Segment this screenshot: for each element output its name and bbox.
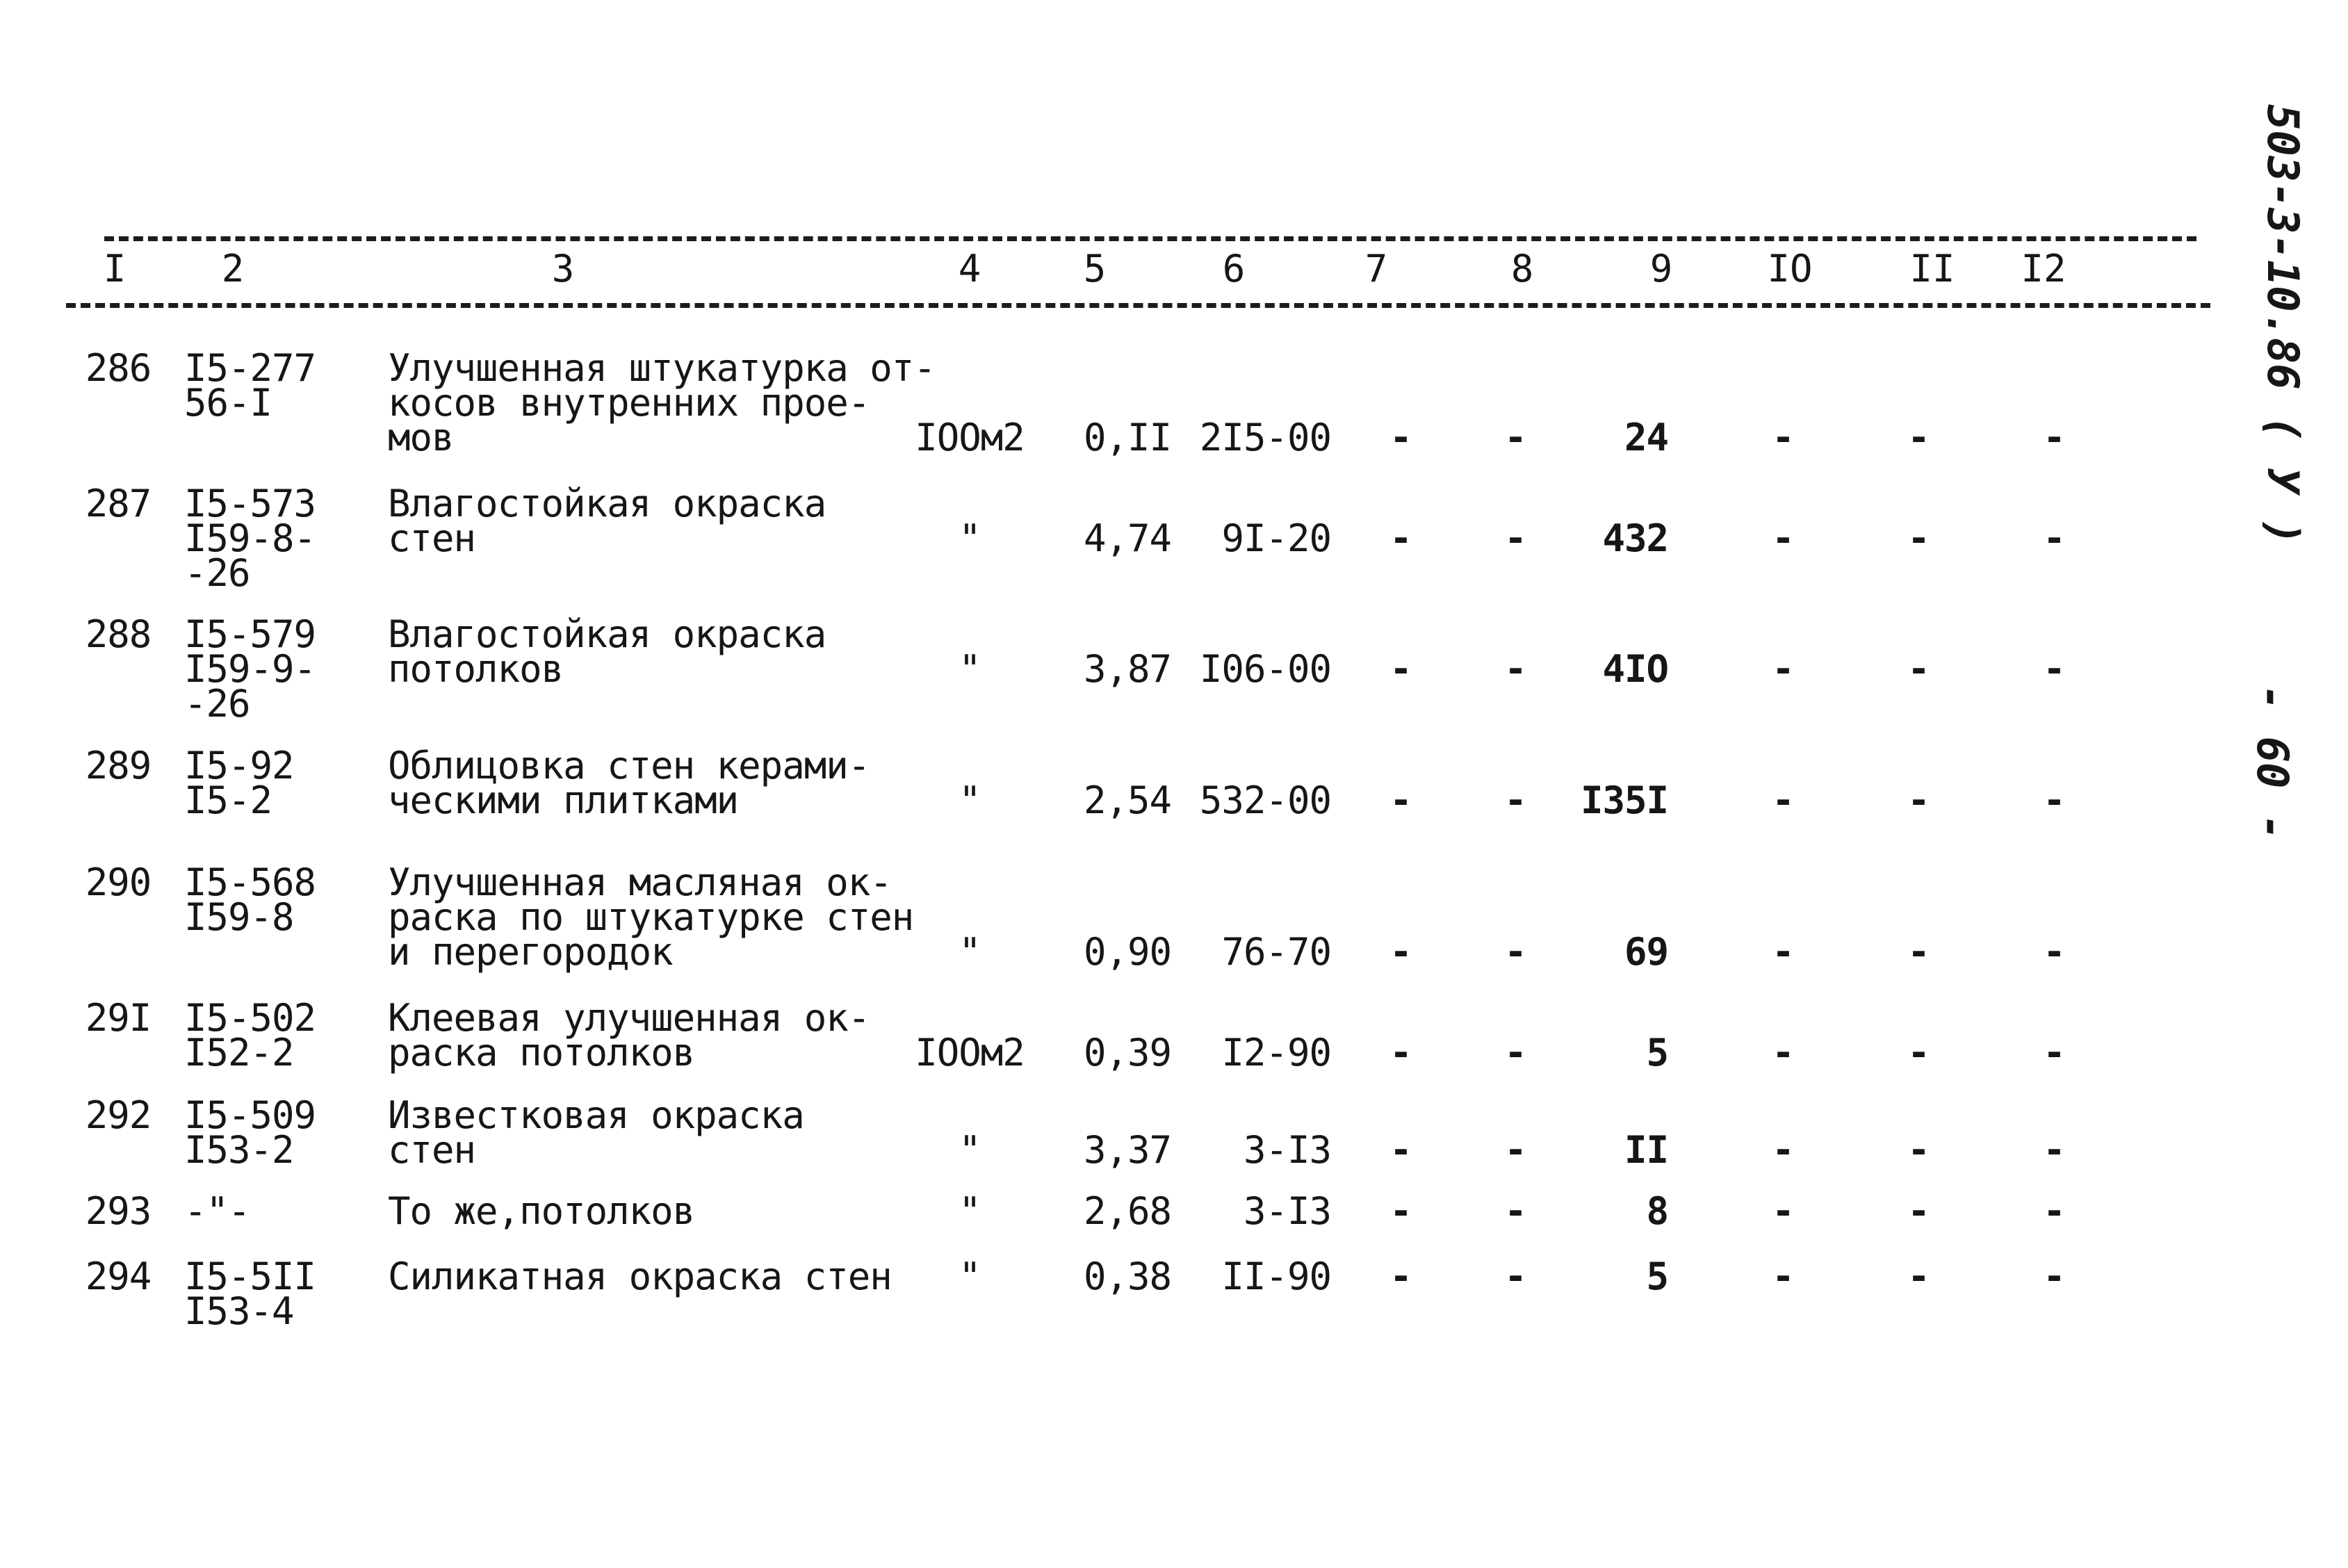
- cell-c8: -: [1504, 930, 1526, 974]
- cell-unit: ": [959, 930, 981, 974]
- work-description: раска по штукатурке стен: [388, 895, 914, 939]
- work-description: Облицовка стен керами-: [388, 744, 870, 787]
- cell-c12: -: [2043, 1255, 2065, 1298]
- work-description: Улучшенная масляная ок-: [388, 860, 892, 904]
- work-description: ческими плитками: [388, 778, 739, 822]
- norm-code: I53-4: [184, 1289, 294, 1333]
- cell-c12: -: [2043, 516, 2065, 560]
- col-header-12: I2: [2021, 247, 2066, 291]
- cell-unit: ": [959, 647, 981, 691]
- cell-unit: ": [959, 1189, 981, 1233]
- cell-price: 2I5-00: [1199, 416, 1331, 459]
- col-header-3: 3: [551, 247, 575, 291]
- cell-c7: -: [1389, 647, 1412, 691]
- cell-price: 76-70: [1221, 930, 1331, 974]
- col-header-2: 2: [221, 247, 245, 291]
- cell-unit: ": [959, 778, 981, 822]
- row-number: 293: [85, 1189, 152, 1233]
- work-description: Силикатная окраска стен: [388, 1255, 892, 1298]
- work-description: стен: [388, 1128, 476, 1172]
- cell-qty: 3,87: [1083, 647, 1171, 691]
- cell-qty: 2,54: [1083, 778, 1171, 822]
- cell-qty: 4,74: [1083, 516, 1171, 560]
- cell-c12: -: [2043, 930, 2065, 974]
- cell-c12: -: [2043, 647, 2065, 691]
- cell-c9: 69: [1624, 930, 1668, 974]
- cell-c11: -: [1907, 516, 1930, 560]
- norm-code: I5-277: [184, 346, 316, 390]
- cell-c10: -: [1772, 416, 1794, 459]
- work-description: стен: [388, 516, 476, 560]
- row-number: 29I: [85, 996, 152, 1040]
- cell-unit: ": [959, 1255, 981, 1298]
- row-number: 289: [85, 744, 152, 787]
- cell-qty: 0,90: [1083, 930, 1171, 974]
- row-number: 287: [85, 482, 152, 525]
- norm-code: I5-92: [184, 744, 294, 787]
- cell-qty: 0,38: [1083, 1255, 1171, 1298]
- cell-qty: 0,II: [1083, 416, 1171, 459]
- norm-code: I5-509: [184, 1093, 316, 1137]
- cell-c8: -: [1504, 1031, 1526, 1075]
- cell-price: II-90: [1221, 1255, 1331, 1298]
- cell-c11: -: [1907, 930, 1930, 974]
- cell-c12: -: [2043, 1128, 2065, 1172]
- col-header-9: 9: [1649, 247, 1673, 291]
- norm-code: -26: [184, 682, 250, 726]
- cell-c7: -: [1389, 516, 1412, 560]
- col-header-4: 4: [958, 247, 981, 291]
- cell-unit: IOOм2: [915, 1031, 1025, 1075]
- cell-c7: -: [1389, 930, 1412, 974]
- cell-unit: ": [959, 1128, 981, 1172]
- cell-unit: IOOм2: [915, 416, 1025, 459]
- norm-code: -"-: [184, 1189, 250, 1233]
- cell-c10: -: [1772, 1255, 1794, 1298]
- row-number: 292: [85, 1093, 152, 1137]
- cell-c9: 5: [1646, 1255, 1668, 1298]
- cell-c7: -: [1389, 416, 1412, 459]
- col-header-6: 6: [1222, 247, 1246, 291]
- col-header-8: 8: [1510, 247, 1534, 291]
- cell-c10: -: [1772, 516, 1794, 560]
- norm-code: I52-2: [184, 1031, 294, 1075]
- cell-c10: -: [1772, 1128, 1794, 1172]
- cell-c10: -: [1772, 1031, 1794, 1075]
- cell-c8: -: [1504, 1189, 1526, 1233]
- norm-code: I59-9-: [184, 647, 316, 691]
- cell-c11: -: [1907, 1189, 1930, 1233]
- work-description: и перегородок: [388, 930, 673, 974]
- cell-c11: -: [1907, 647, 1930, 691]
- cell-c7: -: [1389, 1255, 1412, 1298]
- cell-qty: 0,39: [1083, 1031, 1171, 1075]
- cell-c12: -: [2043, 416, 2065, 459]
- cell-c8: -: [1504, 778, 1526, 822]
- cell-price: I06-00: [1199, 647, 1331, 691]
- norm-code: I5-502: [184, 996, 316, 1040]
- work-description: Клеевая улучшенная ок-: [388, 996, 870, 1040]
- header-rule-top: [104, 236, 2196, 241]
- work-description: раска потолков: [388, 1031, 695, 1075]
- norm-code: I59-8: [184, 895, 294, 939]
- cell-c9: II: [1624, 1128, 1668, 1172]
- norm-code: -26: [184, 551, 250, 595]
- work-description: Влагостойкая окраска: [388, 482, 826, 525]
- cell-price: 9I-20: [1221, 516, 1331, 560]
- row-number: 294: [85, 1255, 152, 1298]
- work-description: Известковая окраска: [388, 1093, 804, 1137]
- page-number: - 60 -: [2247, 685, 2298, 840]
- cell-c12: -: [2043, 778, 2065, 822]
- cell-c10: -: [1772, 778, 1794, 822]
- cell-c9: I35I: [1580, 778, 1668, 822]
- cell-c7: -: [1389, 1128, 1412, 1172]
- cell-c12: -: [2043, 1031, 2065, 1075]
- cell-c8: -: [1504, 516, 1526, 560]
- work-description: потолков: [388, 647, 564, 691]
- cell-c12: -: [2043, 1189, 2065, 1233]
- cell-c9: 432: [1602, 516, 1668, 560]
- cell-c9: 8: [1646, 1189, 1668, 1233]
- cell-c9: 4IO: [1602, 647, 1668, 691]
- cell-c10: -: [1772, 647, 1794, 691]
- work-description: Влагостойкая окраска: [388, 612, 826, 656]
- col-header-11: II: [1909, 247, 1955, 291]
- norm-code: I5-5II: [184, 1255, 316, 1298]
- cell-c11: -: [1907, 416, 1930, 459]
- cell-c11: -: [1907, 778, 1930, 822]
- cell-c10: -: [1772, 930, 1794, 974]
- cell-c11: -: [1907, 1031, 1930, 1075]
- cell-qty: 2,68: [1083, 1189, 1171, 1233]
- norm-code: I53-2: [184, 1128, 294, 1172]
- norm-code: I5-2: [184, 778, 272, 822]
- norm-code: I5-573: [184, 482, 316, 525]
- document-code: 503-3-10.86 ( У ): [2258, 104, 2308, 546]
- work-description: Улучшенная штукатурка от-: [388, 346, 936, 390]
- cell-unit: ": [959, 516, 981, 560]
- cell-c10: -: [1772, 1189, 1794, 1233]
- work-description: косов внутренних прое-: [388, 381, 870, 425]
- cell-c7: -: [1389, 778, 1412, 822]
- cell-price: 532-00: [1199, 778, 1331, 822]
- header-rule-bottom: [66, 303, 2210, 308]
- row-number: 286: [85, 346, 152, 390]
- cell-c9: 5: [1646, 1031, 1668, 1075]
- norm-code: I5-579: [184, 612, 316, 656]
- row-number: 290: [85, 860, 152, 904]
- cell-c8: -: [1504, 1128, 1526, 1172]
- norm-code: I5-568: [184, 860, 316, 904]
- col-header-5: 5: [1083, 247, 1107, 291]
- cell-c7: -: [1389, 1189, 1412, 1233]
- cell-c8: -: [1504, 416, 1526, 459]
- norm-code: I59-8-: [184, 516, 316, 560]
- cell-price: 3-I3: [1243, 1189, 1331, 1233]
- norm-code: 56-I: [184, 381, 272, 425]
- cell-c7: -: [1389, 1031, 1412, 1075]
- cell-c9: 24: [1624, 416, 1668, 459]
- cell-c11: -: [1907, 1255, 1930, 1298]
- col-header-7: 7: [1364, 247, 1388, 291]
- cell-price: 3-I3: [1243, 1128, 1331, 1172]
- cell-c8: -: [1504, 1255, 1526, 1298]
- col-header-1: I: [103, 247, 127, 291]
- col-header-10: IO: [1767, 247, 1813, 291]
- work-description: То же,потолков: [388, 1189, 695, 1233]
- work-description: мов: [388, 416, 454, 459]
- cell-c8: -: [1504, 647, 1526, 691]
- cell-price: I2-90: [1221, 1031, 1331, 1075]
- row-number: 288: [85, 612, 152, 656]
- cell-qty: 3,37: [1083, 1128, 1171, 1172]
- cell-c11: -: [1907, 1128, 1930, 1172]
